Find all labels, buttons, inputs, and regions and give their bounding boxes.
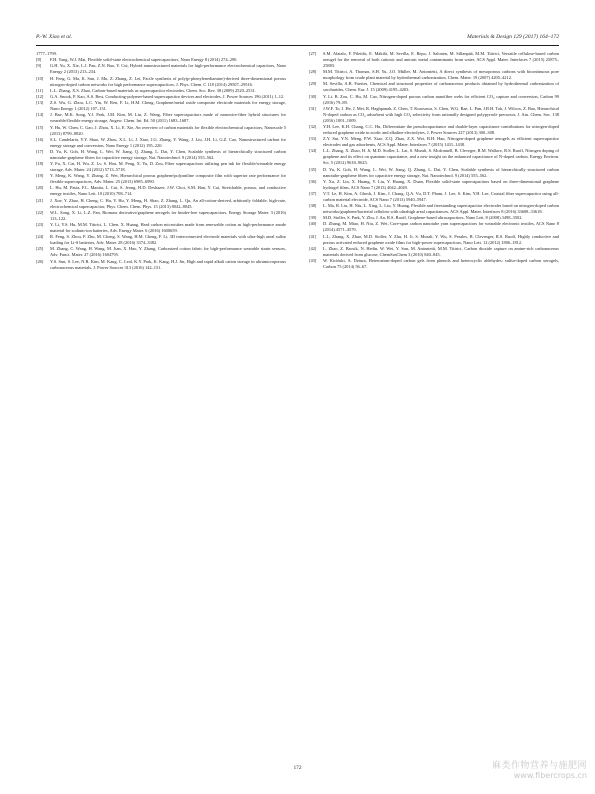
reference-text: Y. Li, Y.S. Hu, M.M. Titirici, L. Chen, X. Huang, Hard carbon microtubes made from renewable cotton as high-performance anode material for sodium-ion batteries, Adv. Energy Mater. 6 (2016) 1600659. xyxy=(50,222,286,233)
reference-text: H. Feng, G. Ma, K. Sun, J. Mu, Z. Zhang, Z. Lei, Facile synthesis of poly(p-phenylenediamine)-derived three-dimensional porous nitrogen-doped carbon networks for high performance supercapacitors, J. Phys. Chem. C 118 (2014) 29507–29516. xyxy=(50,75,286,87)
reference-number: [43] xyxy=(309,258,317,263)
reference-number: [14] xyxy=(36,112,44,118)
reference-text: Y. Meng, K. Wang, Y. Zhang, Z. Wei, Hierarchical porous graphene/polyaniline composite film with superior rate performance for flexible supercapacitors, Adv. Mater. 25 (2013) 6985–6990. xyxy=(50,173,286,185)
reference-number: [34] xyxy=(309,148,317,154)
reference-number: [41] xyxy=(309,233,317,239)
reference-item xyxy=(309,81,559,93)
reference-text: Y. Hu, W. Chen, C. Gao, J. Zhou, X. Li, E. Xie, An overview of carbon materials for flexible electrochemical capacitors, Nanoscale 5 (2013) 8799–8820. xyxy=(50,124,286,136)
reference-number: [30] xyxy=(309,93,317,99)
reference-number: [31] xyxy=(309,105,317,111)
reference-text: S.L. Candelaria, Y.Y. Shao, W. Zhou, X.L. Li, J. Xiao, J.G. Zhang, Y. Wang, J. Liu, J.H. Li, G.Z. Cao, Nanostructured carbon for energy storage and conversion, Nano Energy 1 (2012) 195–220. xyxy=(50,136,286,148)
reference-number: [37] xyxy=(309,190,317,196)
reference-text: Y.H. Lee, K.H. Chang, C.C. Hu, Differentiate the pseudocapacitance and double-layer capacitance contributions for nitrogen-doped reduced graphene oxide in acidic and alkaline electrolytes, J. Power Sources 227 (2013) 300–308. xyxy=(323,123,559,135)
reference-number: [22] xyxy=(36,209,44,215)
reference-text: Y. Xu, Z. Lin, X. Huang, Y. Liu, Y. Huang, X. Duan, Flexible solid-state supercapacitors based on three-dimensional graphene hydrogel films, ACS Nano 7 (2013) 4042–4049. xyxy=(323,178,559,190)
reference-text: G.H. Yu, X. Xie, L.J. Pan, Z.N. Bao, Y. Cui, Hybrid nanostructured materials for high-performance electrochemical capacitors, Nano Energy 2 (2013) 213–234. xyxy=(50,63,286,75)
running-header xyxy=(36,34,559,40)
reference-item xyxy=(309,234,559,246)
watermark-url: www.fibercrops.cn xyxy=(513,771,587,780)
references-right-column xyxy=(309,51,559,270)
reference-item xyxy=(309,51,559,69)
reference-number: [35] xyxy=(309,166,317,172)
reference-text: D. Zhang, M. Miao, H. Niu, Z. Wei, Core-spun carbon nanotube yarn supercapacitors for wearable electronic textiles, ACS Nano 8 (2014) 4571–4579. xyxy=(323,221,559,233)
reference-item xyxy=(36,173,286,185)
reference-text: R. Feng, S. Zhou, P. Zhu, M. Cheng, S. Wang, H.M. Cheng, F. Li, 3D interconnected electrode materials with ultra-high areal sulfur loading for Li-S batteries, Adv. Mater. 28 (2016) 3374–3382. xyxy=(50,234,286,246)
reference-item xyxy=(36,185,286,197)
reference-text: L. Zhao, Z. Bacsik, N. Hedin, W. Wei, Y. Sun, M. Antonietti, M.M. Titirici, Carbon dioxide capture on amine-rich carbonaceous materials derived from glucose, ChemSusChem 3 (2010) 840–845. xyxy=(323,245,559,257)
reference-item xyxy=(309,167,559,179)
reference-item xyxy=(309,94,559,106)
reference-number: [26] xyxy=(36,258,44,264)
reference-number: [13] xyxy=(36,100,44,106)
reference-number: [16] xyxy=(36,136,44,142)
reference-item xyxy=(36,137,286,149)
reference-item xyxy=(309,221,559,233)
reference-item xyxy=(309,179,559,191)
reference-item xyxy=(309,69,559,81)
reference-item xyxy=(309,148,559,166)
reference-text: Z.Y. Sui, Y.N. Meng, P.W. Xiao, Z.Q. Zhao, Z.X. Wei, B.H. Han, Nitrogen-doped graphene aerogels as efficient supercapacitor electrodes and gas adsorbents, ACS Appl. Mater. Interfaces 7 (2015) 1431–1438. xyxy=(323,136,559,148)
references-left-column xyxy=(36,51,286,271)
reference-text: L. Hu, M. Pasta, F.L. Mantia, L. Cui, S. Jeong, H.D. Deshazer, J.W. Choi, S.M. Han, Y. Cui, Stretchable, porous, and conductive energy textiles, Nano Lett. 10 (2010) 708–714. xyxy=(50,185,286,197)
reference-number: [11] xyxy=(36,87,44,93)
reference-text: L. Ma, R. Liu, H. Niu, L. Xing, L. Liu, Y. Huang, Flexible and freestanding supercapacitor electrodes based on nitrogen-doped carbon networks/graphene/bacterial cellulose with ultrahigh areal capacitances, ACS Appl. Mater. Interfaces 8 (2016) 33608–33618. xyxy=(323,203,559,215)
header-rule xyxy=(36,45,559,46)
reference-number: [18] xyxy=(36,161,44,167)
reference-number: [24] xyxy=(36,234,44,240)
reference-text: Z.S. Wu, G. Zhou, L.C. Yin, W. Ren, F. Li, H.M. Cheng, Graphene/metal oxide composite electrode materials for energy storage, Nano Energy 1 (2012) 107–131. xyxy=(50,100,286,112)
reference-text: Y. Li, B. Zou, C. Hu, M. Cao, Nitrogen-doped porous carbon nanofiber webs for efficient CO₂ capture and conversion, Carbon 99 (2016) 79–89. xyxy=(323,93,559,105)
reference-item xyxy=(309,191,559,203)
reference-number: [27] xyxy=(309,51,317,56)
reference-text: M. Sevilla, A.B. Fuertes, Chemical and structural properties of carbonaceous products obtained by hydrothermal carbonization of saccharides, Chem. Eur. J. 15 (2009) 4195–4203. xyxy=(323,81,559,93)
reference-item xyxy=(36,100,286,112)
reference-number: [40] xyxy=(309,221,317,227)
reference-item xyxy=(309,203,559,215)
page-number: 172 xyxy=(293,765,302,771)
reference-number: [38] xyxy=(309,203,317,209)
watermark xyxy=(492,758,587,780)
reference-text: W.L. Song, X. Li, L.Z. Fan, Biomass derivative/graphene aerogels for binder-free supercapacitors, Energy Storage Mater. 3 (2016) 113–122. xyxy=(50,209,286,221)
reference-text: L.L. Zhang, X. Zhao, M.D. Stoller, Y. Zhu, H. Ji, S. Murali, Y. Wu, S. Perales, B. Clevenger, R.S. Ruoff, Highly conductive and porous activated reduced graphene oxide films for high-power supercapacitors, Nano Lett. 12 (2012) 1806–1812. xyxy=(323,233,559,245)
reference-text: G.A. Snook, P. Kao, A.S. Best, Conducting-polymer-based supercapacitor devices and electrodes, J. Power Sources 196 (2011) 1–12. xyxy=(50,93,285,99)
reference-item xyxy=(36,222,286,234)
reference-number: [23] xyxy=(36,222,44,227)
reference-number: [36] xyxy=(309,178,317,184)
reference-item xyxy=(309,124,559,136)
reference-item xyxy=(309,106,559,124)
reference-number: [15] xyxy=(36,124,44,130)
reference-item xyxy=(36,149,286,161)
reference-number: [9] xyxy=(36,63,42,69)
reference-text: L.L. Zhang, X. Zhao, H. Ji, M.D. Stoller, L. Lai, S. Murali, S. Mcdonnell, B. Cleveger, R.M. Wallace, R.S. Ruoff, Nitrogen doping of graphene and its effect on quantum capacitance, and a new insight on the enhanced capacitance of N-doped carbon, Energy Environ. Sci. 5 (2012) 9618–9625. xyxy=(323,148,559,166)
reference-item xyxy=(36,246,286,258)
header-journal: Materials & Design 129 (2017) 164–172 xyxy=(467,34,559,40)
watermark-title: 麻类作物营养与施肥网 xyxy=(491,761,587,771)
reference-item xyxy=(36,210,286,222)
reference-number: [28] xyxy=(309,69,317,75)
reference-text: Y. Fu, X. Cai, H. Wu, Z. Lv, S. Hou, M. Peng, X. Yu, D. Zou, Fiber supercapacitors utilizing pen ink for flexible/wearable energy storage, Adv. Mater. 24 (2012) 5713–5718. xyxy=(50,161,286,173)
reference-number: [8] xyxy=(36,57,42,63)
reference-item xyxy=(36,161,286,173)
reference-item xyxy=(36,234,286,246)
reference-text: Y.S. Sun, S. Lee, N.R. Kim, M. Kang, C. Leal, K.Y. Park, K. Kang, H.J. Jin, High and rapid alkali cation storage in ultramicroporous carbonaceous materials, J. Power Sources 313 (2016) 142–151. xyxy=(50,258,286,270)
reference-number: [21] xyxy=(36,197,44,203)
reference-item xyxy=(36,198,286,210)
reference-number: [12] xyxy=(36,93,44,99)
reference-item xyxy=(36,112,286,124)
reference-text: F.H. Yang, W.J. Mai, Flexible solid-state electrochemical supercapacitors, Nano Energy 8 (2014) 274–290. xyxy=(50,57,238,63)
reference-text: M.D. Stoller, S. Park, Y. Zhu, J. An, R.S. Ruoff, Graphene-based ultracapacitors, Nano Lett. 8 (2008) 3498–3502. xyxy=(323,215,523,221)
reference-item xyxy=(36,57,286,63)
reference-number: [33] xyxy=(309,136,317,142)
reference-continuation: 1777–1799. xyxy=(36,51,57,56)
reference-item xyxy=(36,125,286,137)
reference-number: [29] xyxy=(309,81,317,87)
reference-item xyxy=(309,246,559,258)
reference-number: [42] xyxy=(309,245,317,251)
reference-number: [19] xyxy=(36,173,44,179)
reference-item xyxy=(36,76,286,88)
reference-text: L.L. Zhang, X.S. Zhao, Carbon-based materials as supercapacitor electrodes, Chem. Soc. Rev. 38 (2009) 2520–2531. xyxy=(50,87,256,93)
reference-number: [39] xyxy=(309,215,317,221)
reference-item xyxy=(309,215,559,221)
reference-text: J. Xue, Y. Zhao, H. Cheng, C. Hu, Y. Hu, Y. Meng, H. Shao, Z. Zhang, L. Qu, An all-cotton-derived, arbitrarily foldable, high-rate, electrochemical supercapacitor, Phys. Chem. Chem. Phys. 15 (2013) 8042–8045. xyxy=(50,197,286,209)
reference-item xyxy=(309,136,559,148)
reference-number: [17] xyxy=(36,148,44,154)
reference-text: V.T. Le, H. Kim, A. Ghosh, J. Kim, J. Chang, Q.A. Vu, D.T. Pham, J. Lee, S. Kim, Y.H. Lee, Coaxial fiber supercapacitor using all-carbon material electrode, ACS Nano 7 (2013) 5940–5947. xyxy=(323,190,559,202)
header-authors: P.-W. Xiao et al. xyxy=(36,34,73,40)
reference-text: M.M. Titirici, A. Thomas, S.H. Yu, J.O. Müller, M. Antonietti, A direct synthesis of mesoporous carbons with bicontinuous pore morphology from crude plant material by hydrothermal carbonization, Chem. Mater. 19 (2007) 4205–4212. xyxy=(323,69,559,81)
reference-item xyxy=(36,259,286,271)
reference-text: J.W.F. To, J. He, J. Mei, R. Haghpanah, Z. Chen, T. Kurosawa, S. Chen, W.G. Bae, L. Pan, J.B.H. Tok, J. Wilcox, Z. Bao, Hierarchical N-doped carbon as CO₂ adsorbent with high CO₂ selectivity from rationally designed polypyrrole precursor, J. Am. Chem. Soc. 138 (2016) 1001–1009. xyxy=(323,105,559,123)
reference-number: [25] xyxy=(36,246,44,252)
reference-number: [32] xyxy=(309,123,317,129)
reference-number: [20] xyxy=(36,185,44,191)
reference-item xyxy=(36,88,286,94)
reference-item xyxy=(36,94,286,100)
reference-number: [10] xyxy=(36,75,44,81)
reference-text: D. Yu, K. Goh, H. Wang, L. Wei, W. Jiang, Q. Zhang, L. Dai, Y. Chen, Scalable synthesis of hierarchically structured carbon nanotube-graphene fibres for capacitive energy storage, Nat. Nanotechnol. 9 (2014) 555–562. xyxy=(323,166,559,178)
reference-item xyxy=(309,258,559,270)
reference-text: M. Zhang, C. Wang, H. Wang, M. Jian, X. Hao, Y. Zhang, Carbonized cotton fabric for high-performance wearable strain sensors, Adv. Funct. Mater. 27 (2016) 1604795. xyxy=(50,246,286,258)
reference-text: J. Bae, M.K. Song, Y.J. Park, J.M. Kim, M. Liu, Z. Wang, Fiber supercapacitors made of nanowire-fiber hybrid structures for wearable/flexible energy storage, Angew. Chem. Int. Ed. 50 (2011) 1683–1687. xyxy=(50,112,286,124)
reference-text: W. Kiciński, A. Dziura, Heteroatom-doped carbon gels from phenols and heterocyclic aldehydes: sulfur-doped carbon xerogels, Carbon 75 (2014) 56–67. xyxy=(323,258,559,269)
reference-text: D. Yu, K. Goh, H. Wang, L. Wei, W. Jiang, Q. Zhang, L. Dai, Y. Chen, Scalable synthesis of hierarchically structured carbon nanotube-graphene fibres for capacitive energy storage, Nat. Nanotechnol. 9 (2014) 555–562. xyxy=(50,148,286,160)
reference-item xyxy=(36,63,286,75)
reference-text: S.M. Alatalo, F. Pileidis, E. Mäkilä, M. Sevilla, E. Repo, J. Salonen, M. Sillanpää, M.M. Titirici, Versatile cellulose-based carbon aerogel for the removal of both cationic and anionic metal contaminants from water, ACS Appl. Mater. Interfaces 7 (2015) 25875–25883. xyxy=(323,51,559,68)
